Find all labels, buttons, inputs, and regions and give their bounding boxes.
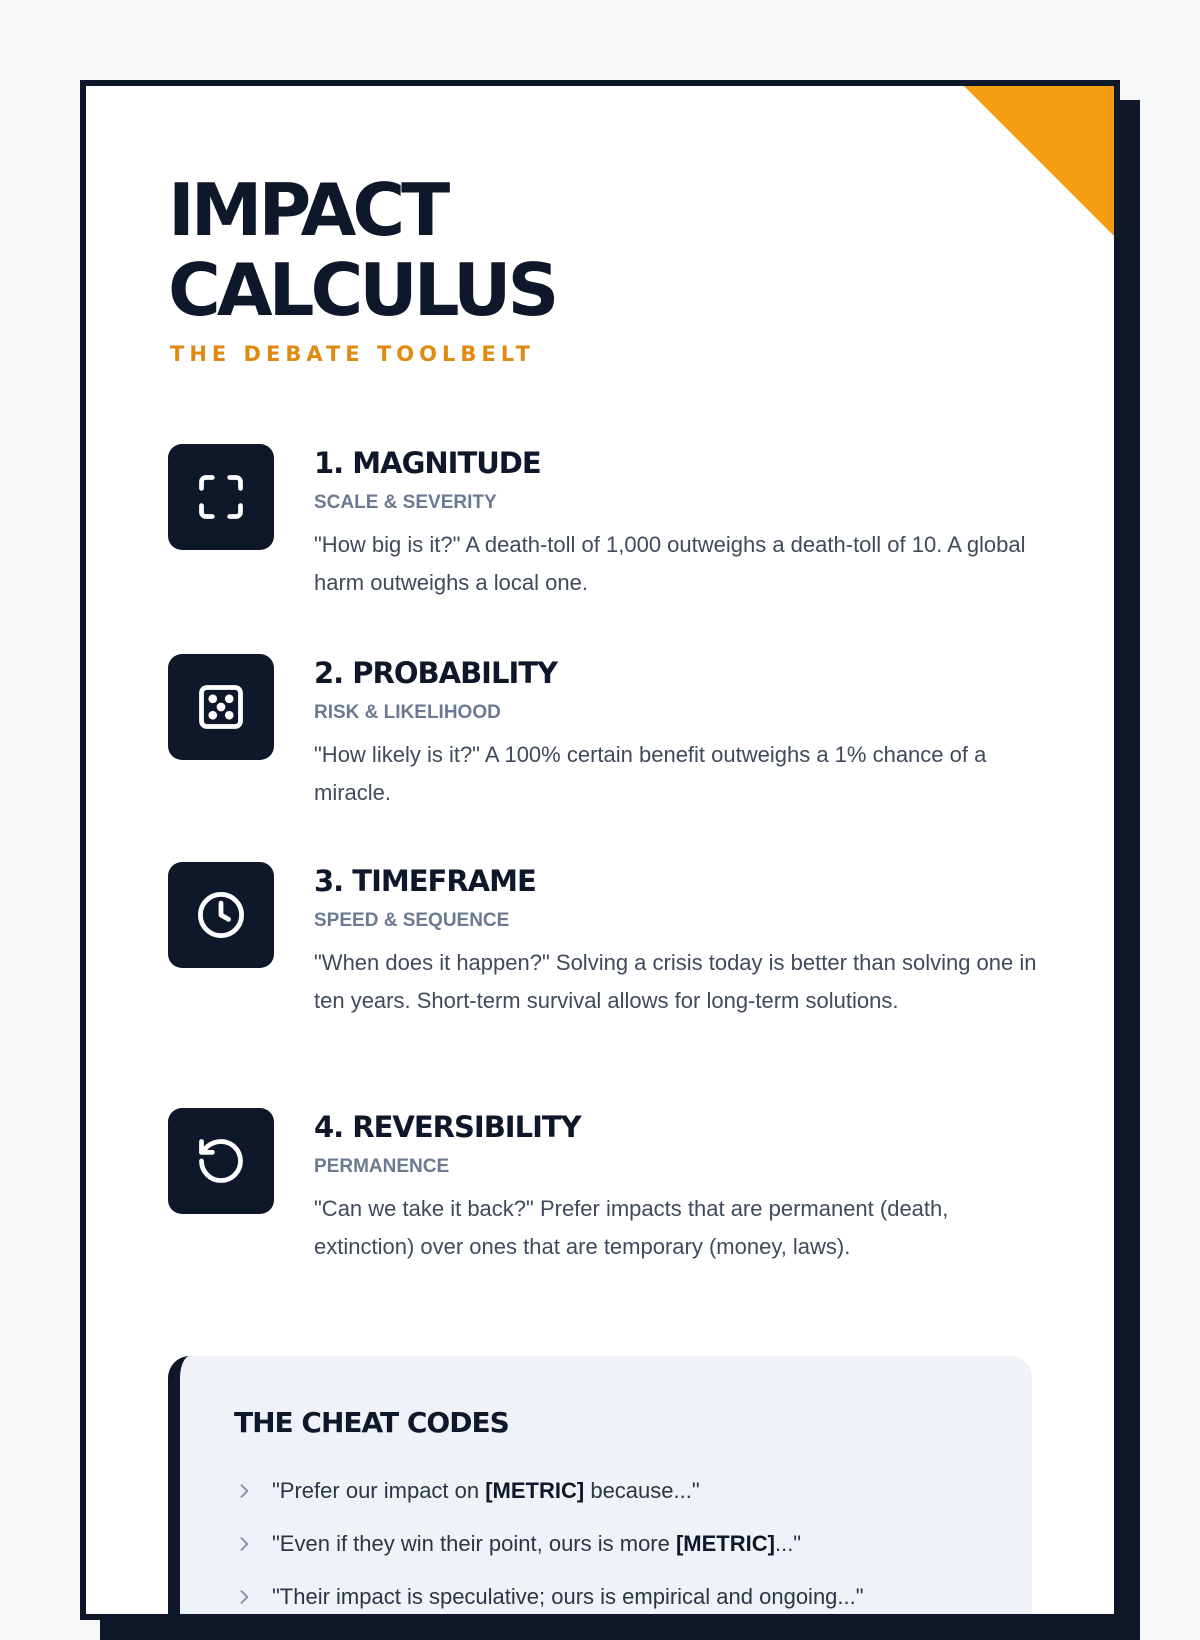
clock-icon: [195, 889, 247, 941]
criterion-title: 1. MAGNITUDE: [314, 446, 541, 480]
cheat-code-line: [234, 1529, 801, 1559]
icon-tile: [168, 654, 274, 760]
cheat-code-metric: [METRIC]: [485, 1478, 585, 1503]
dice-icon: [195, 681, 247, 733]
icon-tile: [168, 862, 274, 968]
criterion-subtitle: SPEED & SEQUENCE: [314, 910, 510, 931]
cheat-codes-panel: [168, 1356, 1032, 1620]
criterion-subtitle: PERMANENCE: [314, 1156, 450, 1177]
criterion-title: 4. REVERSIBILITY: [314, 1110, 581, 1144]
page-subtitle: THE DEBATE TOOLBELT: [170, 342, 535, 366]
title-line-1: IMPACT: [168, 168, 447, 252]
cheat-code-metric: [METRIC]: [675, 1531, 775, 1556]
cheat-code-text: ...": [774, 1531, 802, 1556]
icon-tile: [168, 1108, 274, 1214]
criterion-title: 3. TIMEFRAME: [314, 864, 536, 898]
chevron-right-icon: [234, 1534, 254, 1554]
chevron-right-icon: [234, 1481, 254, 1501]
page-title: [168, 170, 868, 330]
criterion-description: "Can we take it back?" Prefer impacts that are permanent (death, extinction) over ones that are temporary (money, laws).: [314, 1196, 949, 1259]
undo-icon: [195, 1135, 247, 1187]
cheat-code-line: [234, 1476, 700, 1506]
cheat-code-text: "Their impact is speculative; ours is empirical and: [272, 1584, 760, 1609]
criterion-subtitle: SCALE & SEVERITY: [314, 492, 497, 513]
criterion-description: "When does it happen?" Solving a crisis today is better than solving one in ten years. Short-term survival allows for long-term solutions.: [314, 950, 1037, 1013]
criterion-description: "How likely is it?" A 100% certain benefit outweighs a 1% chance of a miracle.: [314, 742, 987, 805]
cheat-code-text: because...": [584, 1478, 700, 1503]
frame-corners-icon: [195, 471, 247, 523]
chevron-right-icon: [234, 1587, 254, 1607]
cheat-codes-title: THE CHEAT CODES: [234, 1406, 509, 1439]
cheat-code-line: [234, 1582, 864, 1612]
icon-tile: [168, 444, 274, 550]
cheat-code-text: "Even if they win their point, ours is more: [272, 1531, 676, 1556]
corner-accent: [964, 86, 1114, 236]
title-line-2: CALCULUS: [168, 248, 556, 332]
cheat-code-text: ongoing...": [759, 1584, 864, 1609]
cheat-code-text: "Prefer our impact on: [272, 1478, 486, 1503]
impact-calculus-card: [80, 80, 1120, 1620]
criterion-description: "How big is it?" A death-toll of 1,000 outweighs a death-toll of 10. A global harm outweighs a local one.: [314, 532, 1026, 595]
criterion-subtitle: RISK & LIKELIHOOD: [314, 702, 501, 723]
criterion-title: 2. PROBABILITY: [314, 656, 558, 690]
